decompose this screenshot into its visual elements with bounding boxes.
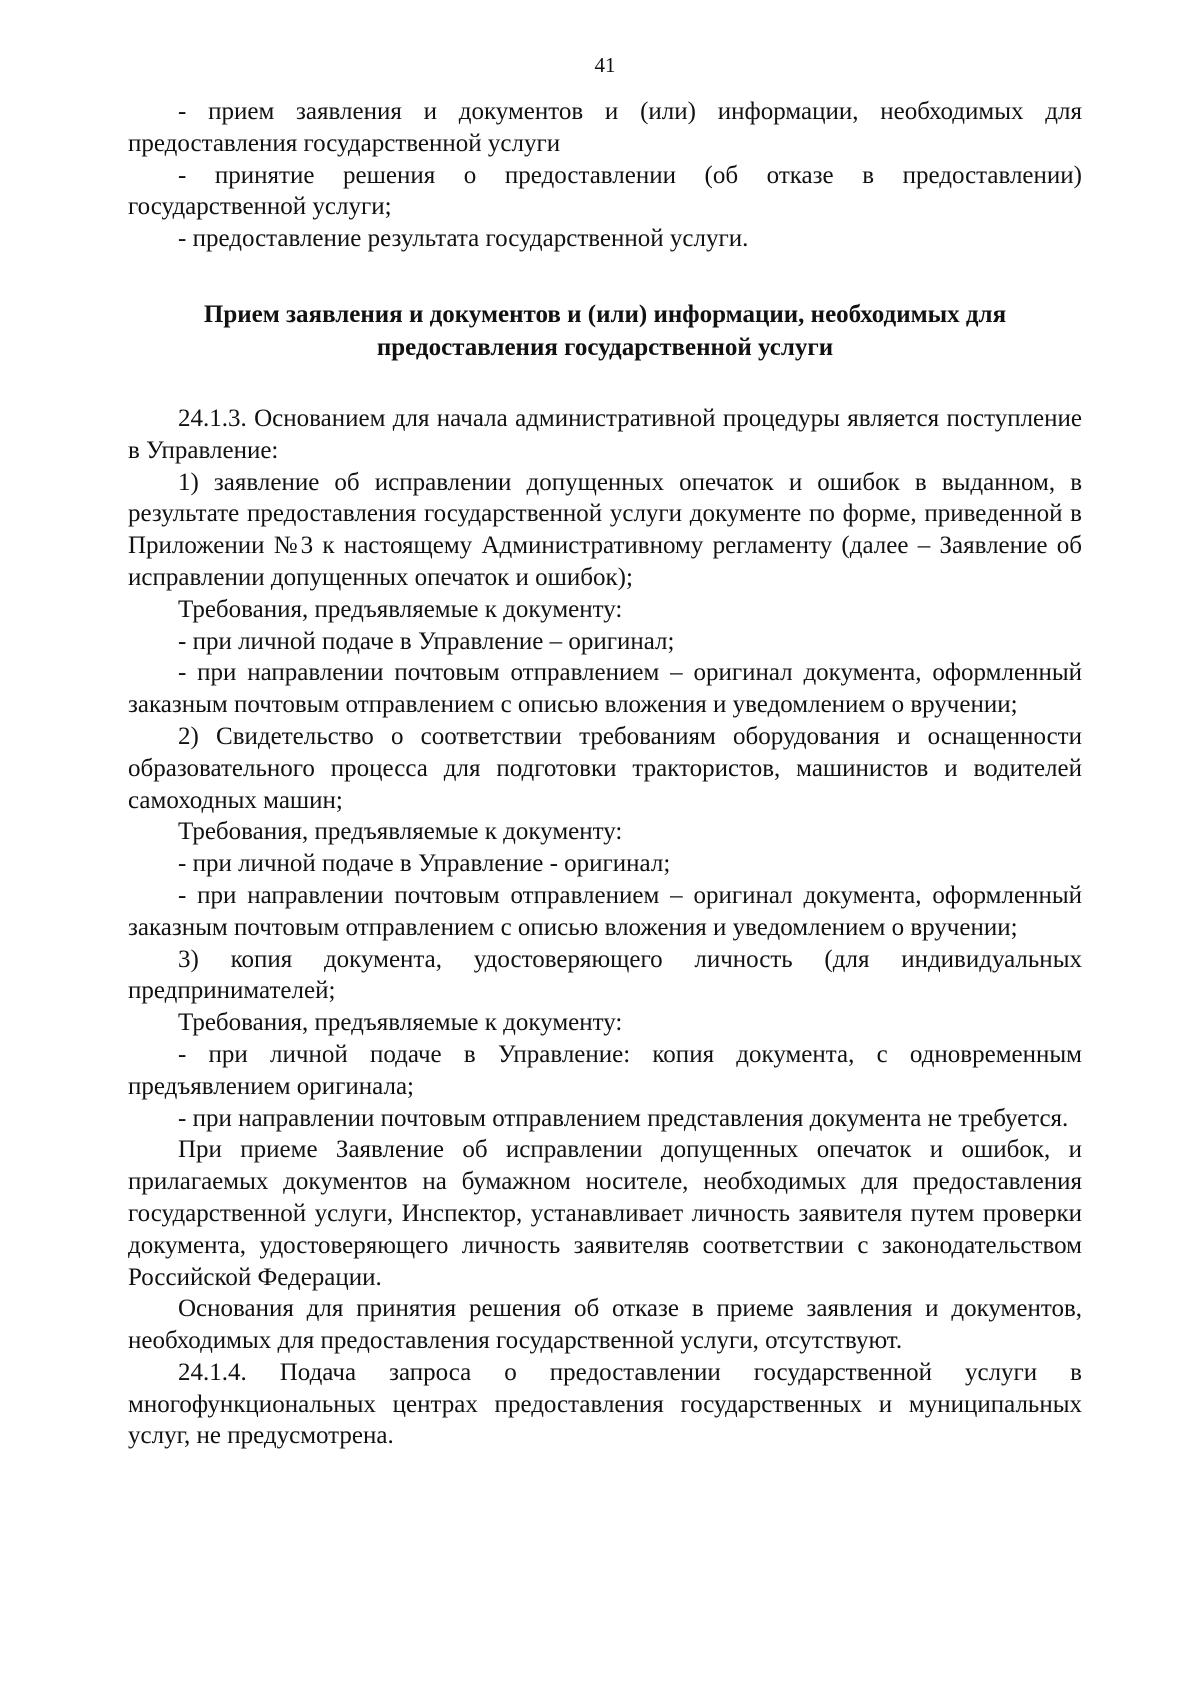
paragraph-personal-2: - при личной подаче в Управление - оригинал; <box>178 850 671 878</box>
paragraph-requirements-1: Требования, предъявляемые к документу: <box>178 595 623 623</box>
section-heading-line-2: предоставления государственной услуги <box>376 333 834 361</box>
paragraph-personal-1: - при личной подаче в Управление – оригинал; <box>178 627 675 655</box>
paragraph-24-1-3: 24.1.3. Основанием для начала административной процедуры является поступление в Управление: <box>128 404 1082 464</box>
paragraph-item-2: 2) Свидетельство о соответствии требованиям оборудования и оснащенности образовательного процесса для подготовки трактористов, машинистов и водителей самоходных машин; <box>128 722 1082 814</box>
paragraph-postal-3: - при направлении почтовым отправлением представления документа не требуется. <box>178 1104 1069 1132</box>
page-number: 41 <box>594 53 616 77</box>
paragraph-requirements-3: Требования, предъявляемые к документу: <box>178 1009 623 1037</box>
document-body <box>128 403 1082 1452</box>
paragraph-postal-1: - при направлении почтовым отправлением – оригинал документа, оформленный заказным почтовым отправлением с описью вложения и уведомлением о вручении; <box>128 659 1082 719</box>
intro-item-decision: - принятие решения о предоставлении (об отказе в предоставлении) государственной услуги; <box>128 161 1082 221</box>
paragraph-requirements-2: Требования, предъявляемые к документу: <box>178 818 623 846</box>
section-heading-line-1: Прием заявления и документов и (или) информации, необходимых для <box>203 300 1007 328</box>
intro-list <box>128 96 1082 255</box>
paragraph-personal-3: - при личной подаче в Управление: копия документа, с одновременным предъявлением оригинала; <box>128 1040 1082 1100</box>
paragraph-24-1-4: 24.1.4. Подача запроса о предоставлении государственной услуги в многофункциональных центрах предоставления государственных и муниципальных услуг, не предусмотрена. <box>128 1358 1082 1450</box>
paragraph-postal-2: - при направлении почтовым отправлением – оригинал документа, оформленный заказным почтовым отправлением с описью вложения и уведомлением о вручении; <box>128 881 1082 941</box>
paragraph-refusal-grounds: Основания для принятия решения об отказе в приеме заявления и документов, необходимых для предоставления государственной услуги, отсутствуют. <box>128 1295 1082 1355</box>
section-heading <box>128 298 1082 364</box>
paragraph-item-1: 1) заявление об исправлении допущенных опечаток и ошибок в выданном, в результате предоставления государственной услуги документе по форме, приведенной в Приложении №3 к настоящему Административному регламенту (далее – Заявление об исправлении допущенных опечаток и ошибок); <box>128 468 1082 591</box>
intro-item-result: - предоставление результата государственной услуги. <box>178 225 749 253</box>
paragraph-reception-procedure: При приеме Заявление об исправлении допущенных опечаток и ошибок, и прилагаемых документов на бумажном носителе, необходимых для предоставления государственной услуги, Инспектор, устанавливает личность заявителя путем проверки документа, удостоверяющего личность заявителяв соответствии с законодательством Российской Федерации. <box>128 1136 1082 1291</box>
intro-item-reception: - прием заявления и документов и (или) информации, необходимых для предоставления государственной услуги <box>128 98 1082 157</box>
paragraph-item-3: 3) копия документа, удостоверяющего личность (для индивидуальных предпринимателей; <box>128 945 1082 1005</box>
